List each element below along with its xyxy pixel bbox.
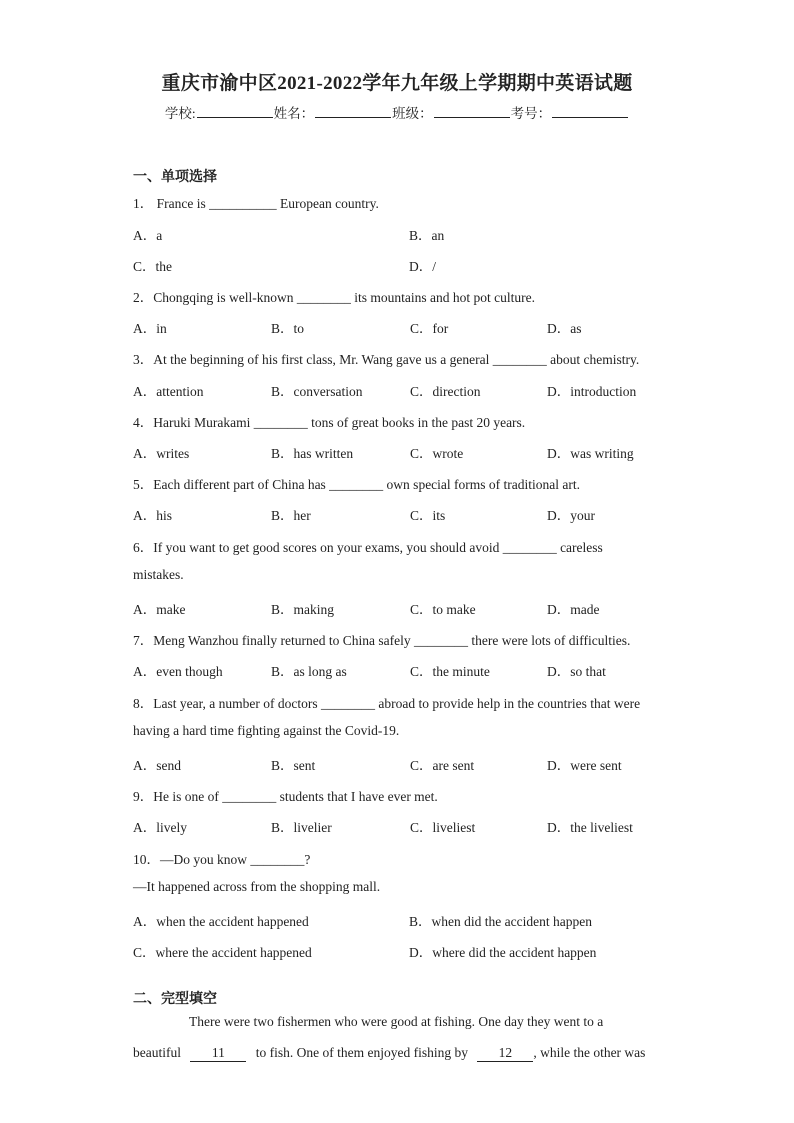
q10-option-a[interactable]: A．when the accident happened [133, 914, 309, 929]
class-label: 班级： [392, 106, 433, 121]
q5-option-c[interactable]: C．its [410, 508, 446, 523]
question-5: 5．Each different part of China has ________ own special forms of traditional art. [133, 477, 581, 492]
q5-option-b[interactable]: B．her [271, 508, 311, 523]
name-label: 姓名： [273, 106, 315, 121]
question-6-continued: mistakes. [133, 567, 184, 582]
q1-option-d[interactable]: D．/ [409, 259, 436, 274]
number-label: 考号： [510, 106, 552, 121]
q2-option-b[interactable]: B．to [271, 321, 305, 336]
q6-option-d[interactable]: D．made [547, 602, 600, 617]
question-3: 3．At the beginning of his first class, Mr. Wang gave us a general ________ about chemistry. [133, 352, 640, 367]
q8-option-b[interactable]: B．sent [271, 758, 316, 773]
question-2: 2．Chongqing is well-known ________ its mountains and hot pot culture. [133, 290, 535, 305]
q10-option-d[interactable]: D．where did the accident happen [409, 945, 597, 960]
question-7: 7．Meng Wanzhou finally returned to China safely ________ there were lots of difficulties. [133, 633, 631, 648]
student-info-row [0, 102, 794, 122]
cloze-blank-11[interactable]: 11 [190, 1045, 246, 1062]
q1-option-b[interactable]: B．an [409, 228, 445, 243]
cloze-line-2 [133, 1045, 645, 1062]
q8-option-d[interactable]: D．were sent [547, 758, 622, 773]
q3-option-d[interactable]: D．introduction [547, 384, 637, 399]
page-title: 重庆市渝中区2021-2022学年九年级上学期期中英语试题 [161, 73, 633, 94]
question-1: 1． France is __________ European country. [133, 196, 379, 211]
cloze-blank-12[interactable]: 12 [477, 1045, 533, 1062]
q9-option-d[interactable]: D．the liveliest [547, 820, 633, 835]
section-heading-single-choice: 一、单项选择 [133, 170, 217, 185]
name-blank[interactable] [315, 103, 391, 118]
q7-option-b[interactable]: B．as long as [271, 664, 347, 679]
q9-option-a[interactable]: A．lively [133, 820, 187, 835]
q3-option-a[interactable]: A．attention [133, 384, 204, 399]
cloze-text-while: , while the other was [533, 1045, 646, 1060]
q1-option-a[interactable]: A．a [133, 228, 163, 243]
class-blank[interactable] [434, 103, 510, 118]
question-8-continued: having a hard time fighting against the Covid-19. [133, 723, 400, 738]
q5-option-a[interactable]: A．his [133, 508, 173, 523]
q3-option-b[interactable]: B．conversation [271, 384, 363, 399]
q2-option-d[interactable]: D．as [547, 321, 582, 336]
q2-option-a[interactable]: A．in [133, 321, 167, 336]
q9-option-c[interactable]: C．liveliest [410, 820, 476, 835]
cloze-line-1: There were two fishermen who were good at fishing. One day they went to a [189, 1014, 604, 1029]
question-10-answer-line: —It happened across from the shopping mall. [133, 879, 381, 894]
q9-option-b[interactable]: B．livelier [271, 820, 332, 835]
school-label: 学校: [164, 106, 196, 121]
question-4: 4．Haruki Murakami ________ tons of great books in the past 20 years. [133, 415, 526, 430]
question-10: 10．—Do you know ________? [133, 852, 311, 867]
question-9: 9．He is one of ________ students that I have ever met. [133, 789, 438, 804]
question-6: 6．If you want to get good scores on your exams, you should avoid ________ careless [133, 540, 603, 555]
q4-option-b[interactable]: B．has written [271, 446, 354, 461]
q10-option-c[interactable]: C．where the accident happened [133, 945, 312, 960]
q3-option-c[interactable]: C．direction [410, 384, 481, 399]
q2-option-c[interactable]: C．for [410, 321, 449, 336]
school-blank[interactable] [197, 103, 273, 118]
cloze-text-fishing: to fish. One of them enjoyed fishing by [255, 1045, 468, 1060]
q1-option-c[interactable]: C．the [133, 259, 172, 274]
q4-option-c[interactable]: C．wrote [410, 446, 464, 461]
q6-option-c[interactable]: C．to make [410, 602, 476, 617]
section-heading-cloze: 二、完型填空 [133, 992, 217, 1007]
number-blank[interactable] [552, 103, 628, 118]
q10-option-b[interactable]: B．when did the accident happen [409, 914, 592, 929]
question-8: 8．Last year, a number of doctors ________ abroad to provide help in the countries that were [133, 696, 641, 711]
q7-option-d[interactable]: D．so that [547, 664, 606, 679]
q6-option-a[interactable]: A．make [133, 602, 186, 617]
q8-option-c[interactable]: C．are sent [410, 758, 475, 773]
q7-option-a[interactable]: A．even though [133, 664, 223, 679]
q8-option-a[interactable]: A．send [133, 758, 181, 773]
q4-option-a[interactable]: A．writes [133, 446, 190, 461]
q5-option-d[interactable]: D．your [547, 508, 595, 523]
q6-option-b[interactable]: B．making [271, 602, 334, 617]
cloze-text-beautiful: beautiful [133, 1045, 181, 1060]
q4-option-d[interactable]: D．was writing [547, 446, 634, 461]
q7-option-c[interactable]: C．the minute [410, 664, 490, 679]
